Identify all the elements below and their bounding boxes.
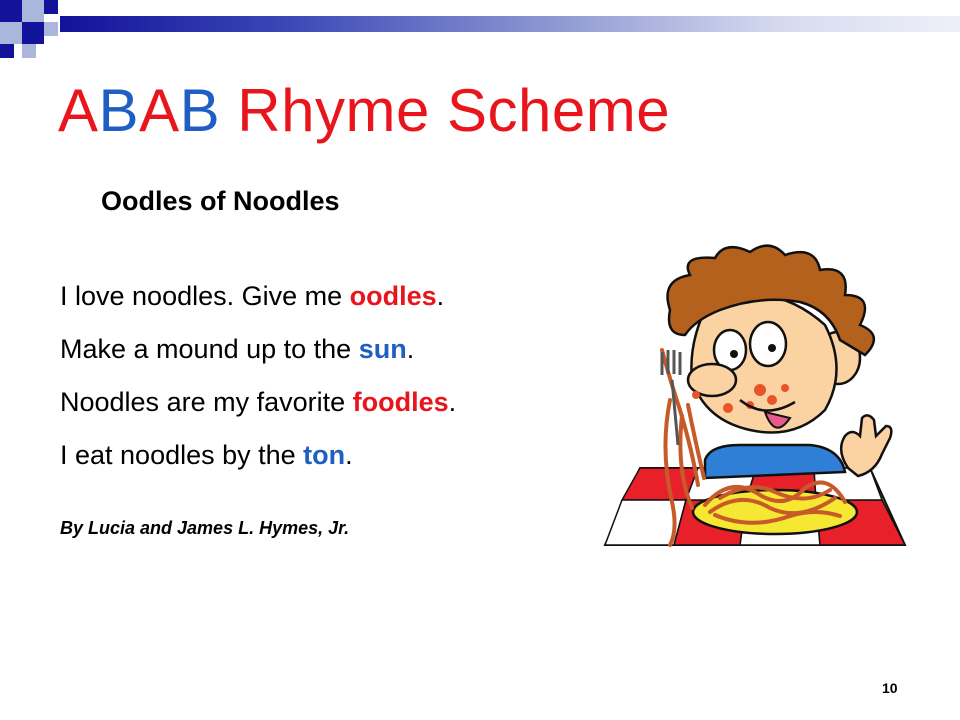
corner-square: [22, 44, 36, 58]
corner-square: [0, 44, 14, 58]
byline: By Lucia and James L. Hymes, Jr.: [60, 518, 350, 538]
line-punct: .: [345, 440, 353, 470]
title-letter-b1: B: [98, 77, 140, 144]
poem-line-2: [60, 323, 456, 376]
corner-square: [22, 22, 44, 44]
line-text: Make a mound up to the: [60, 334, 359, 364]
title-letter-b2: B: [179, 77, 221, 144]
rhyme-word-b: ton: [303, 440, 346, 470]
title-letter-a2: A: [139, 77, 180, 144]
poem-line-1: [60, 270, 456, 323]
corner-square: [22, 0, 44, 22]
line-punct: .: [436, 281, 445, 311]
corner-square: [44, 22, 58, 36]
poem-title: Oodles of Noodles: [101, 186, 340, 216]
boy-eating-spaghetti-icon: [600, 240, 910, 555]
line-text: I eat noodles by the: [60, 440, 304, 470]
corner-square: [0, 22, 22, 44]
line-punct: .: [406, 334, 415, 364]
rhyme-word-a: foodles: [352, 387, 449, 417]
rhyme-word-b: sun: [358, 334, 407, 364]
title-letter-a1: A: [58, 77, 99, 144]
poem: [60, 270, 456, 482]
line-punct: .: [448, 387, 457, 417]
line-text: I love noodles. Give me: [60, 281, 350, 311]
corner-square: [44, 0, 58, 14]
corner-square: [0, 0, 22, 22]
slide-title: [58, 76, 670, 145]
poem-line-3: [60, 376, 456, 429]
title-rest: Rhyme Scheme: [220, 77, 671, 144]
rhyme-word-a: oodles: [349, 281, 437, 311]
line-text: Noodles are my favorite: [60, 387, 353, 417]
poem-line-4: [60, 429, 456, 482]
header-gradient-bar: [60, 16, 960, 32]
slide-number: 10: [882, 680, 898, 696]
